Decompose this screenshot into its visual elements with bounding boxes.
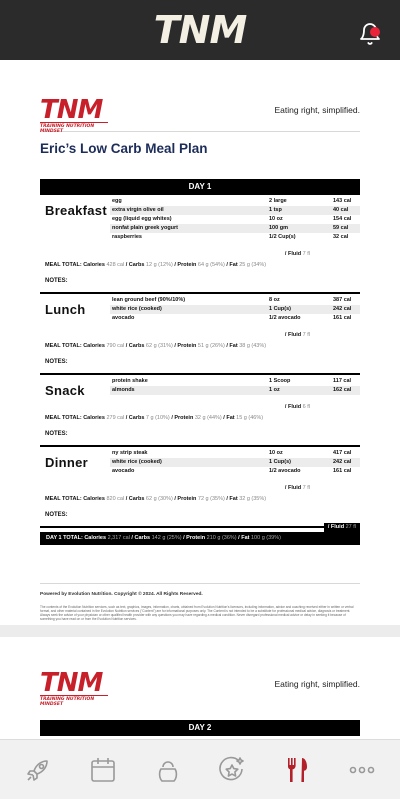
food-qty: 1 tsp [269,207,282,213]
rocket-icon [23,755,53,785]
nav-more[interactable] [342,750,382,790]
meal-fluid: / Fluid 7 fl [284,332,310,338]
food-row [110,314,360,323]
badge-star-icon [217,755,247,785]
document-page-1[interactable] [0,60,400,625]
food-list [110,294,360,323]
food-cal: 417 cal [333,450,352,456]
nav-achievements[interactable] [212,750,252,790]
food-row [110,224,360,233]
brand-logo: TNM [153,8,247,52]
notification-dot [370,27,380,37]
doc-footer [40,583,360,621]
food-name: avocado [112,315,135,321]
meal-section [40,292,360,373]
food-name: raspberries [112,234,142,240]
powered-by: Powered by Evolution Nutrition. Copyright © 2024. All Rights Reserved. [40,592,203,597]
food-cal: 161 cal [333,468,352,474]
food-cal: 242 cal [333,459,352,465]
food-name: egg (liquid egg whites) [112,216,172,222]
tnm-logo: TNM TRAINING NUTRITION MINDSET [40,98,108,134]
food-name: egg [112,198,122,204]
food-row [110,215,360,224]
meal-notes: NOTES: [45,431,68,437]
tnm-logo: TNM TRAINING NUTRITION MINDSET [40,671,108,707]
utensils-icon [282,755,312,785]
day-header: DAY 2 [40,720,360,736]
food-row [110,386,360,395]
food-qty: 8 oz [269,297,280,303]
food-name: lean ground beef (90%/10%) [112,297,186,303]
kettlebell-icon [153,755,183,785]
food-name: extra virgin olive oil [112,207,164,213]
food-name: protein shake [112,378,148,384]
meals-list [40,195,360,526]
food-row [110,449,360,458]
meal-total: MEAL TOTAL: Calories 428 cal / Carbs 12 g (12%) / Protein 64 g (54%) / Fat 25 g (34%) [45,262,267,268]
disclaimer: The contents of the Evolution Nutrition services, such as text, graphics, images, information, charts, obtained from Evolution Nutrition's licensors, including information, advice and coaching received either in written or verbal format, and other material contained in the Evolution Nutrition services ("Content") are for informational purposes only. The Content is not intended to be a substitute for professional medical advice, diagnosis or treatment. Always seek the advice of your physician or other qualified health provider with any questions you may have regarding a medical condition. Never disregard professional medical advice or delay in seeking it because of something you have read on or from the Evolution Nutrition services. [40,605,354,621]
meal-total: MEAL TOTAL: Calories 820 cal / Carbs 62 g (30%) / Protein 72 g (35%) / Fat 32 g (35%) [45,496,267,502]
nav-rocket[interactable] [18,750,58,790]
day-total: / Fluid 27 fl DAY 1 TOTAL: Calories 2,317 cal / Carbs 142 g (25%) / Protein 210 g (36%) / Fat 100 g (39%) [40,526,360,545]
meal-name: Breakfast [45,203,107,218]
food-qty: 1/2 Cup(s) [269,234,296,240]
calendar-icon [88,755,118,785]
food-cal: 40 cal [333,207,349,213]
meal-name: Dinner [45,455,88,470]
food-qty: 1/2 avocado [269,468,301,474]
food-name: nonfat plain greek yogurt [112,225,179,231]
meal-fluid: / Fluid 7 fl [284,485,310,491]
meal-total: MEAL TOTAL: Calories 279 cal / Carbs 7 g (10%) / Protein 32 g (44%) / Fat 15 g (46%) [45,415,264,421]
food-row [110,233,360,242]
day-fluid: / Fluid 27 fl [324,523,360,532]
food-name: avocado [112,468,135,474]
food-list [110,447,360,476]
more-icon [347,755,377,785]
food-row [110,197,360,206]
food-list [110,375,360,395]
nav-meal-plan[interactable] [277,750,317,790]
food-name: white rice (cooked) [112,459,162,465]
meal-name: Lunch [45,302,86,317]
plan-title: Eric’s Low Carb Meal Plan [40,141,208,156]
food-name: white rice (cooked) [112,306,162,312]
food-cal: 32 cal [333,234,349,240]
food-qty: 1 Cup(s) [269,459,291,465]
food-name: ny strip steak [112,450,148,456]
food-row [110,467,360,476]
nav-calendar[interactable] [83,750,123,790]
food-qty: 1 oz [269,387,280,393]
meal-notes: NOTES: [45,278,68,284]
food-cal: 117 cal [333,378,352,384]
food-row [110,296,360,305]
meal-section [40,373,360,445]
top-bar [0,0,400,60]
meal-section [40,195,360,292]
food-qty: 2 large [269,198,287,204]
doc-header [40,637,360,707]
meal-section [40,445,360,526]
food-qty: 100 gm [269,225,288,231]
day-header: DAY 1 [40,179,360,195]
food-list [110,195,360,242]
food-row [110,206,360,215]
food-qty: 10 oz [269,216,283,222]
tagline: Eating right, simplified. [274,679,360,689]
meal-name: Snack [45,383,85,398]
meal-fluid: / Fluid 7 fl [284,251,310,257]
food-row [110,458,360,467]
bottom-nav [0,739,400,799]
food-qty: 1 Scoop [269,378,291,384]
food-cal: 161 cal [333,315,352,321]
meal-notes: NOTES: [45,512,68,518]
document-page-2[interactable] [0,637,400,747]
doc-header [40,60,360,132]
food-row [110,377,360,386]
meal-notes: NOTES: [45,359,68,365]
nav-kettlebell[interactable] [148,750,188,790]
food-name: almonds [112,387,135,393]
food-qty: 10 oz [269,450,283,456]
food-qty: 1 Cup(s) [269,306,291,312]
meal-total: MEAL TOTAL: Calories 790 cal / Carbs 62 g (31%) / Protein 51 g (26%) / Fat 38 g (43%) [45,343,267,349]
food-cal: 154 cal [333,216,352,222]
food-cal: 59 cal [333,225,349,231]
tagline: Eating right, simplified. [274,105,360,115]
food-cal: 387 cal [333,297,352,303]
food-cal: 162 cal [333,387,352,393]
food-cal: 242 cal [333,306,352,312]
food-qty: 1/2 avocado [269,315,301,321]
food-cal: 143 cal [333,198,352,204]
food-row [110,305,360,314]
meal-fluid: / Fluid 6 fl [284,404,310,410]
